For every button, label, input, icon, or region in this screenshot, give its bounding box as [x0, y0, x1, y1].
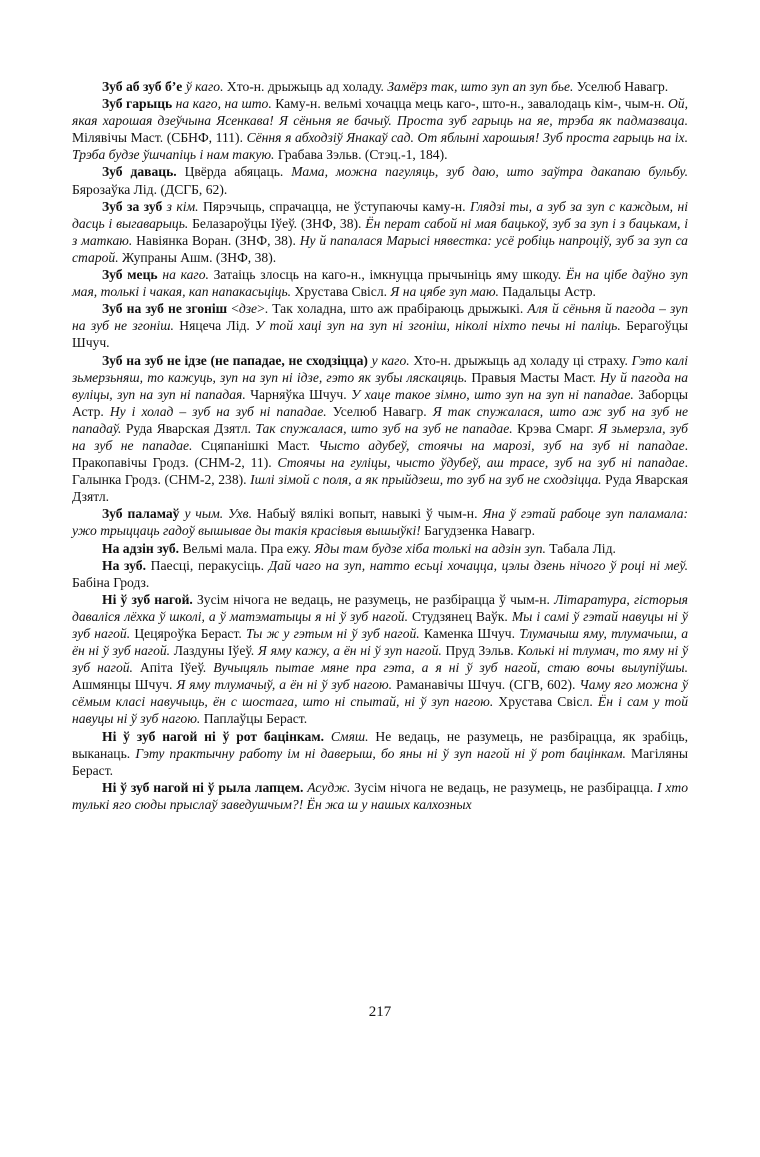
dictionary-entry — [72, 505, 688, 539]
italic-text: з кім. — [166, 198, 199, 214]
entry-text: Пруд Зэльв. — [441, 643, 518, 659]
headword: Зуб паламаў — [102, 506, 185, 522]
italic-text: Літаратура, гісторыя даваліся лёхка ў школі, а ў матэматыцы я ні ў зуб нагой. — [72, 591, 688, 624]
dictionary-entry — [72, 163, 688, 197]
italic-text: Глядзі ты, а зуб за зуп с каждым, ні дасць і выгаварыць. — [72, 198, 689, 231]
italic-text: У той хаці зуп на зуп ні згоніш, ніколі ніхто печы ні паліць. — [255, 318, 621, 334]
italic-text: Стоячы на гуліцы, чысто ўдубеў, аш трасе, зуб на зуб ні пападае — [277, 455, 685, 471]
italic-text: Я на цябе зуп маю. — [390, 284, 499, 300]
italic-text: Я яму кажу, а ён ні ў зуп нагой. — [257, 643, 442, 659]
headword: На адзін зуб. — [102, 540, 180, 556]
entry-text: Пярэчыць, спрачацца, не ўступаючы каму-н. — [198, 198, 470, 214]
entry-text: Набыў вялікі вопыт, навыкі ў чым-н. — [251, 506, 483, 522]
entry-text: Табала Лід. — [545, 540, 616, 556]
headword: Зуб за зуб — [102, 198, 167, 214]
italic-text: Смяш. — [324, 728, 369, 744]
entry-text: Апіта Іўеў. — [132, 660, 214, 676]
entry-text: Жупраны Ашм. (ЗНФ, 38). — [118, 249, 277, 265]
italic-text: Ну і холад – зуб на зуб ні пападае. — [109, 403, 327, 419]
italic-text: Гэто калі зьмерзьняш, то кажуць, зуп на зуп ні ідзе, гэто як зубы ляскацяць. — [72, 352, 688, 385]
italic-text: Ой, якая харошая дзеўчына Ясенкава! Я сёньня яе бачыў. Проста зуб гарыць на яе, трэба як падмазваца. — [72, 96, 688, 129]
italic-text: Яды там будзе хіба толькі на адзін зуп. — [314, 540, 546, 556]
italic-text: Чаму яго можна ў сёмым класі навучыць, ён с шостага, што ні спытай, ні ў зуп нагою. — [72, 677, 689, 710]
italic-text: Мама, можна пагуляць, зуб даю, што заўтра дакапаю бульбу. — [291, 164, 688, 180]
entry-text: Крэва Смарг. — [512, 420, 599, 436]
entry-text: Белазароўцы Іўеў. (ЗНФ, 38). — [188, 215, 366, 231]
italic-text: Ішлі зімой с поля, а як прыйдзеш, то зуб на зуб не сходзіцца. — [250, 472, 602, 488]
entry-text: Магіляны Бераст. — [72, 745, 688, 778]
entry-text: Вельмі мала. Пра ежу. — [179, 540, 315, 556]
italic-text: ў каго. — [185, 79, 224, 94]
entry-text: Зусім нічога не ведаць, не разумець, не разбірацца ў чым-н. — [192, 591, 555, 607]
entry-text: Бярозаўка Лід. (ДСГБ, 62). — [72, 181, 228, 197]
entry-text: . Пракопавічы Гродз. (СНМ-2, 11). — [72, 437, 689, 471]
entry-text: Ашмянцы Шчуч. — [72, 677, 177, 693]
headword: Ні ў зуб нагой ні ў рыла лапцем. — [102, 779, 304, 795]
italic-text: Яна ў гэтай рабоце зуп паламала: ужо трыццаць гадоў вышывае ды такія красівыя вышыўкі! — [72, 506, 689, 539]
entry-text: Хто-н. дрыжыць ад холаду ці страху. — [409, 352, 632, 368]
italic-text: Асудж. — [303, 779, 351, 795]
italic-text: І хто тулькі яго сюды прыслаў заведушчым?! Ён жа ш у нашых калхозных — [72, 779, 688, 812]
entry-text: Бабіна Гродз. — [72, 574, 150, 590]
italic-text: Ён і сам у той навуцы ні ў зуб нагою. — [72, 694, 688, 727]
italic-text: Вучыцяль пытае мяне пра гэта, а я ні ў зуб нагой, стаю вочы вылупіўшы. — [213, 660, 688, 676]
entry-text: >. Так холадна, што аж прабіраюць дрыжыкі. — [257, 301, 528, 317]
entry-text: Паплаўцы Бераст. — [200, 711, 308, 727]
italic-text: Чысто адубеў, стоячы на марозі, зуб на зуб ні пападае — [318, 437, 685, 453]
dictionary-entry — [72, 198, 688, 266]
page-number: 217 — [368, 1004, 392, 1020]
entry-text: Студзянец Ваўк. — [407, 608, 512, 624]
italic-text: Ён на цібе даўно зуп мая, толькі і чакая, кап напакасьціць. — [72, 267, 689, 300]
italic-text: Так спужалася, што зуб на зуб не пападае. — [255, 420, 513, 436]
entry-text: Берагоўцы Шчуч. — [72, 318, 688, 351]
italic-text: У хаце такое зімно, што зуп на зуп ні пападае. — [351, 386, 634, 402]
italic-text: дзе — [238, 301, 258, 317]
headword: Зуб гарыць — [102, 96, 176, 112]
italic-text: Я зьмерзла, зуб на зуб не пападае. — [72, 420, 689, 453]
entry-text: Лаздуны Іўеў. — [170, 643, 258, 659]
entry-text: Раманавічы Шчуч. (СГВ, 602). — [392, 677, 580, 693]
italic-text: на каго, на што. — [175, 96, 272, 112]
italic-text: Гэту практычну работу ім ні даверыш, бо яны ні ў зуп нагой ні ў рот бацінкам. — [135, 745, 626, 761]
entry-text: Хто-н. дрыжыць ад холаду. — [223, 79, 388, 94]
entry-text: < — [231, 301, 239, 317]
italic-text: Сёння я абходзіў Янакаў сад. От яблыні харошыя! Зуб проста гарыць на іх. Трэба будзе ўшчапіць і нам такую. — [72, 130, 688, 163]
dictionary-entry — [72, 266, 688, 300]
entry-text: Хрустава Свісл. — [291, 284, 391, 300]
italic-text: Тлумачыш яму, тлумачыш, а ён ні ў зуб нагой. — [72, 626, 689, 659]
entry-text: Затаіць злосць на каго-н., імкнуцца прычыніць яму шкоду. — [208, 267, 566, 283]
entry-text: . Галынка Гродз. (СНМ-2, 238). — [72, 455, 688, 488]
italic-text: Колькі ні тлумач, то яму ні ў зуб нагой. — [72, 643, 689, 676]
italic-text: Я так спужалася, што аж зуб на зуб не пападаў. — [72, 403, 688, 436]
entry-text: Грабава Зэльв. (Стэц.-1, 184). — [274, 147, 448, 163]
headword: На зуб. — [102, 557, 146, 573]
italic-text: у чым. Ухв. — [184, 506, 252, 522]
entry-text: Каму-н. вельмі хочацца мець каго-, што-н., завалодаць кім-, чым-н. — [271, 96, 668, 112]
italic-text: Ну й пагода на вуліцы, зуп на зуп ні пападая. — [72, 369, 688, 402]
entry-text: Не ведаць, не разумець, не разбірацца, як зрабіць, выканаць. — [72, 728, 689, 761]
entry-text: Сцяпанішкі Маст. — [192, 437, 319, 453]
entry-text: Цецяроўка Бераст. — [130, 626, 246, 641]
entry-text: Руда Яварская Дзятл. — [121, 420, 256, 436]
dictionary-entry — [72, 300, 688, 351]
italic-text: у каго. — [371, 352, 410, 368]
italic-text: Ну й папалася Марысі нявестка: усё робіць напроціў, зуб за зуп са старой. — [72, 232, 688, 265]
dictionary-page-text — [72, 78, 688, 813]
entry-text: Хрустава Свісл. — [493, 694, 598, 710]
italic-text: Ты ж у гэтым ні ў зуб нагой. — [246, 626, 420, 641]
italic-text: Я яму тлумачыў, а ён ні ў зуб нагою. — [176, 677, 393, 693]
entry-text: Навіянка Воран. (ЗНФ, 38). — [132, 232, 300, 248]
entry-text: Уселюб Навагр. — [326, 403, 433, 419]
dictionary-entry — [72, 779, 688, 813]
headword: Зуб на зуб не згоніш — [102, 301, 232, 317]
entry-text: Падальцы Астр. — [498, 284, 596, 300]
headword: Зуб аб зуб б’е — [102, 79, 186, 94]
entry-text: Багудзенка Навагр. — [420, 523, 535, 539]
headword: Ні ў зуб нагой ні ў рот бацінкам. — [102, 728, 324, 744]
entry-text: Каменка Шчуч. — [419, 626, 520, 641]
dictionary-entry — [72, 95, 688, 163]
headword: Зуб даваць. — [102, 164, 177, 180]
headword: Зуб на зуб не ідзе (не пападае, не сходзіцца) — [102, 352, 372, 368]
entry-text: Правыя Масты Маст. — [467, 369, 601, 385]
entry-text: Паесці, перакусіць. — [146, 557, 269, 573]
entry-text: Зусім нічога не ведаць, не разумець, не разбірацца. — [350, 779, 657, 795]
dictionary-entry — [72, 728, 688, 779]
italic-text: Ён перат сабой ні мая бацькоў, зуб за зуп і з бацькам, і з маткаю. — [72, 215, 688, 248]
dictionary-entry — [72, 557, 688, 591]
entry-text: Няцеча Лід. — [173, 318, 256, 334]
entry-text: Уселюб Навагр. — [573, 79, 669, 94]
headword: Зуб мець — [102, 267, 163, 283]
entry-text: Руда Яварская Дзятл. — [72, 472, 688, 505]
italic-text: Мы і самі ў гэтай навуцы ні ў зуб нагой. — [72, 608, 688, 641]
dictionary-entry — [72, 540, 688, 557]
italic-text: Замёрз так, што зуп ап зуп бье. — [387, 79, 574, 94]
entry-text: Чарняўка Шчуч. — [245, 386, 352, 402]
italic-text: Аля й сёньня й пагода – зуп на зуб не згоніш. — [72, 301, 689, 334]
italic-text: Дай чаго на зуп, натто есьці хочацца, цэлы дзень нічого ў році ні меў. — [268, 557, 689, 573]
entry-text: Мілявічы Маст. (СБНФ, 111). — [72, 130, 247, 146]
dictionary-entry — [72, 591, 688, 728]
dictionary-entry — [72, 78, 688, 95]
entry-text: Заборцы Астр. — [72, 386, 688, 419]
dictionary-entry — [72, 352, 688, 506]
headword: Ні ў зуб нагой. — [102, 591, 193, 607]
entry-text: Цвёрда абяцаць. — [176, 164, 292, 180]
italic-text: на каго. — [162, 267, 209, 283]
